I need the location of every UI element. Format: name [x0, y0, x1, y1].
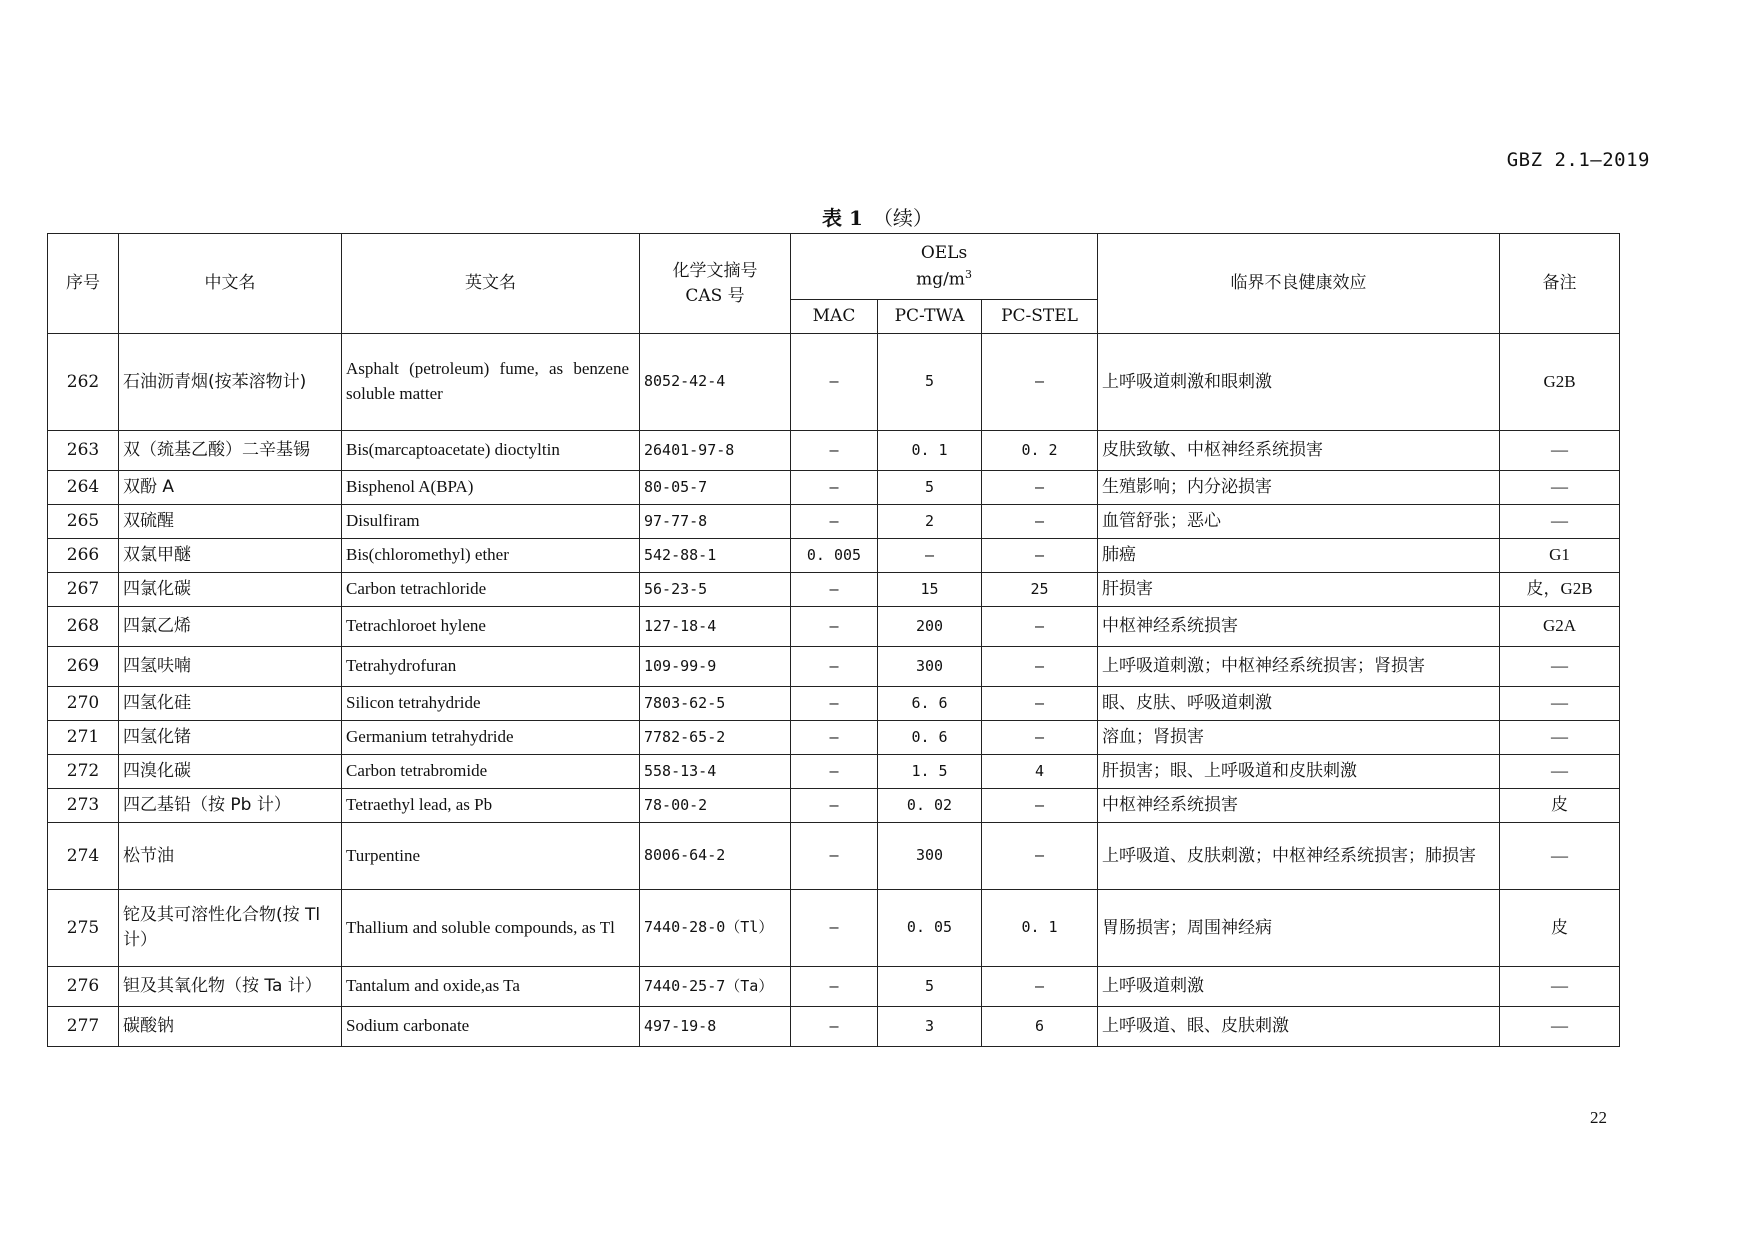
row-effect: 生殖影响；内分泌损害: [1098, 471, 1500, 505]
table-row: [48, 647, 1620, 687]
row-pc-stel: —: [982, 539, 1098, 573]
header-cas: [640, 234, 791, 334]
row-zh-name: 四氯乙烯: [119, 607, 342, 647]
row-no: 276: [48, 967, 119, 1007]
row-zh-name: 双酚 A: [119, 471, 342, 505]
table-row: [48, 967, 1620, 1007]
row-en-name: Tetrachloroet hylene: [342, 607, 640, 647]
row-mac: 0. 005: [791, 539, 878, 573]
row-en-name: Asphalt (petroleum) fume, as benzene soluble matter: [342, 334, 640, 431]
row-pc-stel: 0. 1: [982, 890, 1098, 967]
row-no: 268: [48, 607, 119, 647]
row-cas: 8006-64-2: [640, 823, 791, 890]
row-effect: 上呼吸道刺激和眼刺激: [1098, 334, 1500, 431]
table-row: [48, 890, 1620, 967]
row-zh-name: 双氯甲醚: [119, 539, 342, 573]
row-mac: —: [791, 431, 878, 471]
row-no: 273: [48, 789, 119, 823]
row-pc-twa: 5: [878, 334, 982, 431]
row-effect: 溶血；肾损害: [1098, 721, 1500, 755]
header-zh-name: 中文名: [119, 234, 342, 334]
row-note: 皮: [1500, 890, 1620, 967]
row-en-name: Germanium tetrahydride: [342, 721, 640, 755]
row-mac: —: [791, 573, 878, 607]
row-note: —: [1500, 505, 1620, 539]
table-row: [48, 539, 1620, 573]
row-effect: 中枢神经系统损害: [1098, 607, 1500, 647]
row-en-name: Carbon tetrachloride: [342, 573, 640, 607]
header-oels-unit-sup: 3: [964, 268, 972, 282]
row-pc-twa: 0. 1: [878, 431, 982, 471]
header-oels-label: OELs: [920, 242, 968, 263]
row-cas: 78-00-2: [640, 789, 791, 823]
row-note: —: [1500, 471, 1620, 505]
row-en-name: Tetraethyl lead, as Pb: [342, 789, 640, 823]
row-effect: 肺癌: [1098, 539, 1500, 573]
table-header: [48, 234, 1620, 334]
row-mac: —: [791, 687, 878, 721]
header-mac: MAC: [791, 300, 878, 334]
row-note: 皮，G2B: [1500, 573, 1620, 607]
row-effect: 肝损害；眼、上呼吸道和皮肤刺激: [1098, 755, 1500, 789]
row-note: —: [1500, 967, 1620, 1007]
row-pc-stel: —: [982, 471, 1098, 505]
row-pc-stel: —: [982, 823, 1098, 890]
row-zh-name: 钽及其氧化物（按 Ta 计）: [119, 967, 342, 1007]
row-no: 269: [48, 647, 119, 687]
row-pc-stel: 0. 2: [982, 431, 1098, 471]
row-note: —: [1500, 721, 1620, 755]
row-en-name: Tetrahydrofuran: [342, 647, 640, 687]
header-oels: [791, 234, 1098, 300]
row-mac: —: [791, 823, 878, 890]
row-note: G1: [1500, 539, 1620, 573]
row-zh-name: 四乙基铅（按 Pb 计）: [119, 789, 342, 823]
row-en-name: Turpentine: [342, 823, 640, 890]
row-pc-stel: 6: [982, 1007, 1098, 1047]
row-pc-stel: 25: [982, 573, 1098, 607]
standard-code: GBZ 2.1—2019: [1506, 149, 1650, 171]
row-note: G2A: [1500, 607, 1620, 647]
row-no: 277: [48, 1007, 119, 1047]
row-en-name: Thallium and soluble compounds, as Tl: [342, 890, 640, 967]
header-cas-line1: 化学文摘号: [672, 260, 758, 281]
row-pc-stel: —: [982, 334, 1098, 431]
table-row: [48, 1007, 1620, 1047]
row-zh-name: 石油沥青烟(按苯溶物计): [119, 334, 342, 431]
row-zh-name: 四氯化碳: [119, 573, 342, 607]
row-no: 266: [48, 539, 119, 573]
row-pc-twa: 5: [878, 967, 982, 1007]
row-pc-twa: 0. 05: [878, 890, 982, 967]
row-pc-stel: —: [982, 967, 1098, 1007]
row-zh-name: 四氢化硅: [119, 687, 342, 721]
row-pc-twa: 300: [878, 647, 982, 687]
row-pc-stel: —: [982, 789, 1098, 823]
row-note: —: [1500, 431, 1620, 471]
row-pc-twa: 0. 02: [878, 789, 982, 823]
row-cas: 109-99-9: [640, 647, 791, 687]
row-no: 262: [48, 334, 119, 431]
row-effect: 皮肤致敏、中枢神经系统损害: [1098, 431, 1500, 471]
table-row: [48, 471, 1620, 505]
row-pc-twa: 300: [878, 823, 982, 890]
row-cas: 97-77-8: [640, 505, 791, 539]
table-caption: [0, 202, 1755, 231]
table-row: [48, 334, 1620, 431]
header-cas-line2: CAS 号: [685, 285, 745, 306]
row-zh-name: 双硫醒: [119, 505, 342, 539]
table-caption-continued: （续）: [872, 206, 933, 230]
header-note: 备注: [1500, 234, 1620, 334]
row-no: 267: [48, 573, 119, 607]
table-row: [48, 789, 1620, 823]
row-mac: —: [791, 505, 878, 539]
row-en-name: Bis(marcaptoacetate) dioctyltin: [342, 431, 640, 471]
row-pc-twa: —: [878, 539, 982, 573]
row-mac: —: [791, 334, 878, 431]
row-pc-stel: —: [982, 721, 1098, 755]
row-cas: 127-18-4: [640, 607, 791, 647]
row-pc-twa: 2: [878, 505, 982, 539]
row-mac: —: [791, 647, 878, 687]
row-pc-stel: —: [982, 687, 1098, 721]
row-zh-name: 铊及其可溶性化合物(按 Tl 计）: [119, 890, 342, 967]
header-effect: 临界不良健康效应: [1098, 234, 1500, 334]
row-zh-name: 双（巯基乙酸）二辛基锡: [119, 431, 342, 471]
row-en-name: Carbon tetrabromide: [342, 755, 640, 789]
row-mac: —: [791, 755, 878, 789]
row-en-name: Bis(chloromethyl) ether: [342, 539, 640, 573]
row-zh-name: 松节油: [119, 823, 342, 890]
row-pc-stel: —: [982, 505, 1098, 539]
row-mac: —: [791, 890, 878, 967]
row-effect: 肝损害: [1098, 573, 1500, 607]
row-no: 272: [48, 755, 119, 789]
header-pc-stel: PC-STEL: [982, 300, 1098, 334]
table-row: [48, 721, 1620, 755]
table-row: [48, 755, 1620, 789]
row-note: G2B: [1500, 334, 1620, 431]
row-effect: 上呼吸道刺激: [1098, 967, 1500, 1007]
row-effect: 上呼吸道刺激；中枢神经系统损害；肾损害: [1098, 647, 1500, 687]
row-mac: —: [791, 967, 878, 1007]
row-note: 皮: [1500, 789, 1620, 823]
table-row: [48, 823, 1620, 890]
row-effect: 中枢神经系统损害: [1098, 789, 1500, 823]
oel-table: [47, 233, 1620, 1047]
row-cas: 7803-62-5: [640, 687, 791, 721]
row-cas: 542-88-1: [640, 539, 791, 573]
row-en-name: Silicon tetrahydride: [342, 687, 640, 721]
row-cas: 497-19-8: [640, 1007, 791, 1047]
table-row: [48, 505, 1620, 539]
row-note: —: [1500, 687, 1620, 721]
table-row: [48, 431, 1620, 471]
row-pc-stel: —: [982, 647, 1098, 687]
table-row: [48, 687, 1620, 721]
row-mac: —: [791, 471, 878, 505]
row-en-name: Sodium carbonate: [342, 1007, 640, 1047]
row-no: 274: [48, 823, 119, 890]
row-cas: 558-13-4: [640, 755, 791, 789]
row-cas: 7440-25-7（Ta）: [640, 967, 791, 1007]
row-no: 270: [48, 687, 119, 721]
row-en-name: Bisphenol A(BPA): [342, 471, 640, 505]
row-effect: 胃肠损害；周围神经病: [1098, 890, 1500, 967]
row-pc-twa: 5: [878, 471, 982, 505]
row-no: 264: [48, 471, 119, 505]
header-no: 序号: [48, 234, 119, 334]
row-no: 271: [48, 721, 119, 755]
row-mac: —: [791, 789, 878, 823]
row-zh-name: 四氢呋喃: [119, 647, 342, 687]
table-caption-title: 表 1: [822, 206, 863, 230]
header-oels-unit-base: mg/m: [916, 269, 965, 290]
row-note: —: [1500, 1007, 1620, 1047]
row-note: —: [1500, 647, 1620, 687]
row-zh-name: 碳酸钠: [119, 1007, 342, 1047]
row-cas: 26401-97-8: [640, 431, 791, 471]
row-zh-name: 四溴化碳: [119, 755, 342, 789]
row-effect: 上呼吸道、眼、皮肤刺激: [1098, 1007, 1500, 1047]
header-pc-twa: PC-TWA: [878, 300, 982, 334]
row-cas: 7440-28-0（Tl）: [640, 890, 791, 967]
header-oels-unit: [795, 266, 1093, 293]
row-cas: 80-05-7: [640, 471, 791, 505]
row-note: —: [1500, 755, 1620, 789]
row-pc-stel: —: [982, 607, 1098, 647]
row-pc-twa: 15: [878, 573, 982, 607]
row-cas: 56-23-5: [640, 573, 791, 607]
row-pc-twa: 1. 5: [878, 755, 982, 789]
row-pc-twa: 200: [878, 607, 982, 647]
row-effect: 上呼吸道、皮肤刺激；中枢神经系统损害；肺损害: [1098, 823, 1500, 890]
header-en-name: 英文名: [342, 234, 640, 334]
row-effect: 眼、皮肤、呼吸道刺激: [1098, 687, 1500, 721]
row-pc-twa: 6. 6: [878, 687, 982, 721]
row-pc-twa: 0. 6: [878, 721, 982, 755]
row-cas: 7782-65-2: [640, 721, 791, 755]
table-row: [48, 607, 1620, 647]
row-mac: —: [791, 721, 878, 755]
row-pc-twa: 3: [878, 1007, 982, 1047]
row-no: 265: [48, 505, 119, 539]
row-pc-stel: 4: [982, 755, 1098, 789]
table-row: [48, 573, 1620, 607]
row-en-name: Tantalum and oxide,as Ta: [342, 967, 640, 1007]
row-mac: —: [791, 607, 878, 647]
row-effect: 血管舒张；恶心: [1098, 505, 1500, 539]
row-mac: —: [791, 1007, 878, 1047]
row-note: —: [1500, 823, 1620, 890]
page-number: 22: [1590, 1108, 1607, 1127]
table-body: [48, 334, 1620, 1047]
row-en-name: Disulfiram: [342, 505, 640, 539]
row-no: 263: [48, 431, 119, 471]
row-zh-name: 四氢化锗: [119, 721, 342, 755]
row-no: 275: [48, 890, 119, 967]
row-cas: 8052-42-4: [640, 334, 791, 431]
